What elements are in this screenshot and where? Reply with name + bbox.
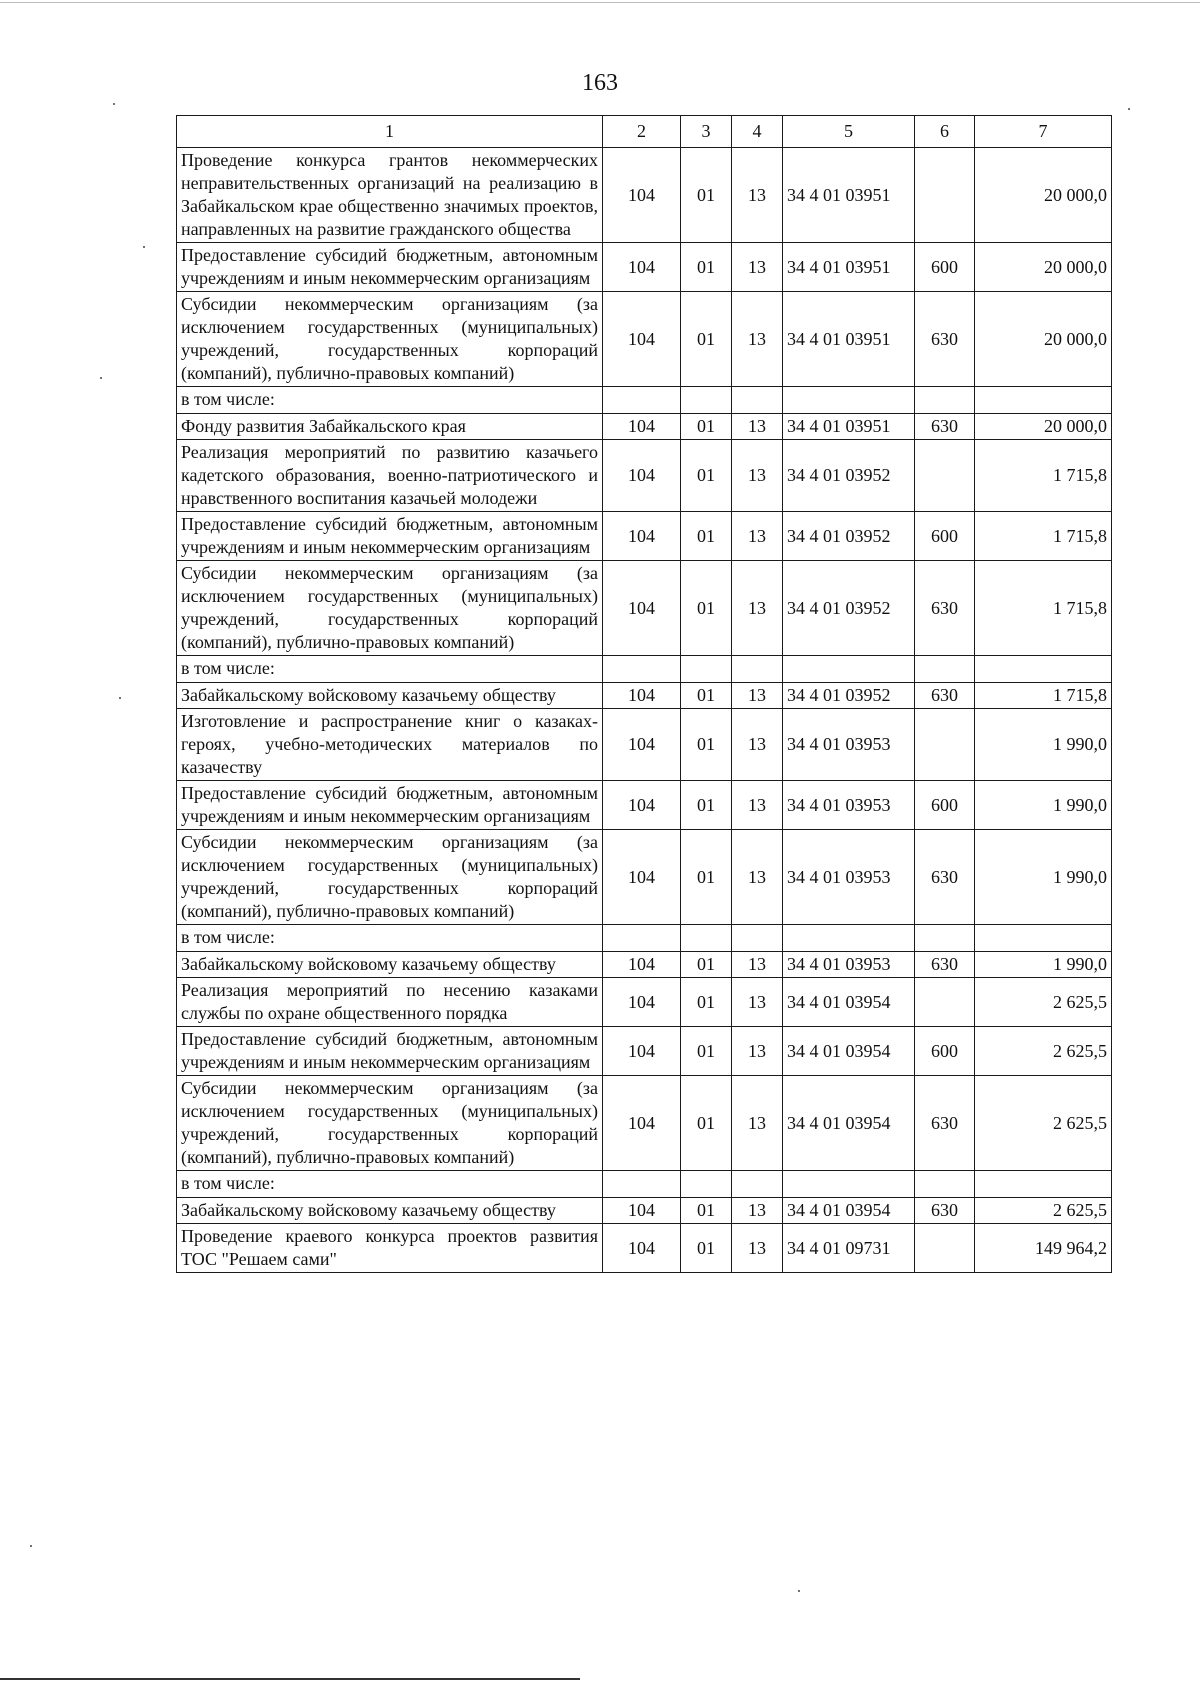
row-col-7: 2 625,5: [975, 1027, 1112, 1076]
row-col-7: [975, 656, 1112, 683]
row-col-6: 630: [915, 1198, 975, 1224]
row-col-4: 13: [732, 781, 783, 830]
table-row: [177, 830, 1112, 925]
row-col-4: 13: [732, 414, 783, 440]
row-name: Фонду развития Забайкальского края: [177, 414, 603, 440]
row-name: Забайкальскому войсковому казачьему обществу: [177, 952, 603, 978]
row-col-5: 34 4 01 09731: [783, 1224, 915, 1273]
row-col-3: 01: [681, 683, 732, 709]
row-name: Субсидии некоммерческим организациям (за исключением государственных (муниципальных) учреждений, государственных корпораций (компаний), публично-правовых компаний): [177, 292, 603, 387]
row-col-6: [915, 978, 975, 1027]
row-col-3: 01: [681, 148, 732, 243]
row-col-7: 20 000,0: [975, 414, 1112, 440]
table-row: [177, 683, 1112, 709]
row-col-6: 630: [915, 561, 975, 656]
row-col-5: 34 4 01 03951: [783, 243, 915, 292]
row-col-7: [975, 387, 1112, 414]
row-col-3: 01: [681, 709, 732, 781]
row-col-3: 01: [681, 440, 732, 512]
table-row: [177, 512, 1112, 561]
row-col-6: [915, 1171, 975, 1198]
row-col-7: 1 990,0: [975, 781, 1112, 830]
row-col-2: 104: [603, 243, 681, 292]
header-col-6: 6: [915, 116, 975, 148]
row-col-4: [732, 925, 783, 952]
row-col-6: 600: [915, 512, 975, 561]
row-col-6: 630: [915, 292, 975, 387]
row-col-7: 2 625,5: [975, 1076, 1112, 1171]
row-col-5: 34 4 01 03952: [783, 561, 915, 656]
row-col-5: 34 4 01 03954: [783, 978, 915, 1027]
table-row: [177, 952, 1112, 978]
row-col-7: 1 715,8: [975, 683, 1112, 709]
row-col-6: [915, 1224, 975, 1273]
row-col-3: 01: [681, 952, 732, 978]
row-col-2: [603, 656, 681, 683]
row-col-3: 01: [681, 243, 732, 292]
row-col-6: 630: [915, 414, 975, 440]
row-col-7: 1 990,0: [975, 952, 1112, 978]
row-col-2: 104: [603, 512, 681, 561]
row-col-5: 34 4 01 03952: [783, 512, 915, 561]
row-col-4: 13: [732, 148, 783, 243]
row-col-6: [915, 656, 975, 683]
row-name: в том числе:: [177, 1171, 603, 1198]
scan-border-bottom: [0, 1678, 580, 1680]
row-col-5: 34 4 01 03954: [783, 1198, 915, 1224]
row-col-4: 13: [732, 1224, 783, 1273]
row-col-6: 600: [915, 781, 975, 830]
row-name: Предоставление субсидий бюджетным, автономным учреждениям и иным некоммерческим организациям: [177, 243, 603, 292]
row-col-2: 104: [603, 830, 681, 925]
row-col-5: 34 4 01 03953: [783, 830, 915, 925]
row-col-4: 13: [732, 952, 783, 978]
row-col-6: 630: [915, 1076, 975, 1171]
row-name: Реализация мероприятий по развитию казачьего кадетского образования, военно-патриотического и нравственного воспитания казачьей молодежи: [177, 440, 603, 512]
row-col-3: 01: [681, 781, 732, 830]
row-col-2: 104: [603, 1224, 681, 1273]
row-col-4: 13: [732, 1198, 783, 1224]
row-col-7: 2 625,5: [975, 1198, 1112, 1224]
row-col-2: [603, 1171, 681, 1198]
row-col-4: 13: [732, 709, 783, 781]
row-col-2: 104: [603, 1198, 681, 1224]
row-col-6: 600: [915, 1027, 975, 1076]
scan-speck: [100, 377, 102, 379]
row-col-3: [681, 1171, 732, 1198]
table-row: [177, 1027, 1112, 1076]
header-col-7: 7: [975, 116, 1112, 148]
row-col-5: 34 4 01 03951: [783, 292, 915, 387]
scan-speck: [119, 697, 121, 699]
row-col-2: 104: [603, 781, 681, 830]
row-col-5: [783, 656, 915, 683]
row-col-5: 34 4 01 03954: [783, 1027, 915, 1076]
row-col-3: 01: [681, 1076, 732, 1171]
row-col-4: 13: [732, 978, 783, 1027]
table-row: [177, 925, 1112, 952]
row-col-5: 34 4 01 03951: [783, 148, 915, 243]
row-name: Субсидии некоммерческим организациям (за исключением государственных (муниципальных) учреждений, государственных корпораций (компаний), публично-правовых компаний): [177, 561, 603, 656]
row-col-2: 104: [603, 952, 681, 978]
row-name: Предоставление субсидий бюджетным, автономным учреждениям и иным некоммерческим организациям: [177, 781, 603, 830]
row-col-4: 13: [732, 243, 783, 292]
row-col-6: [915, 440, 975, 512]
row-col-5: 34 4 01 03951: [783, 414, 915, 440]
row-name: Предоставление субсидий бюджетным, автономным учреждениям и иным некоммерческим организациям: [177, 1027, 603, 1076]
table-row: [177, 292, 1112, 387]
table-row: [177, 148, 1112, 243]
row-col-5: [783, 1171, 915, 1198]
table-row: [177, 781, 1112, 830]
row-col-5: 34 4 01 03953: [783, 781, 915, 830]
row-col-7: 20 000,0: [975, 148, 1112, 243]
table-row: [177, 414, 1112, 440]
header-col-3: 3: [681, 116, 732, 148]
budget-table: [176, 115, 1112, 1273]
row-col-2: 104: [603, 709, 681, 781]
row-col-3: [681, 656, 732, 683]
scan-speck: [30, 1545, 32, 1547]
row-col-3: 01: [681, 512, 732, 561]
table-row: [177, 1224, 1112, 1273]
scan-border-top: [0, 2, 1200, 3]
row-name: Проведение конкурса грантов некоммерческих неправительственных организаций на реализацию в Забайкальском крае общественно значимых проектов, направленных на развитие гражданского общества: [177, 148, 603, 243]
row-name: Забайкальскому войсковому казачьему обществу: [177, 683, 603, 709]
row-col-2: 104: [603, 440, 681, 512]
row-col-4: 13: [732, 440, 783, 512]
row-col-3: 01: [681, 830, 732, 925]
row-col-7: 1 715,8: [975, 440, 1112, 512]
row-name: Проведение краевого конкурса проектов развития ТОС "Решаем сами": [177, 1224, 603, 1273]
row-col-5: 34 4 01 03953: [783, 709, 915, 781]
header-col-2: 2: [603, 116, 681, 148]
header-row: [177, 116, 1112, 148]
header-col-5: 5: [783, 116, 915, 148]
row-col-7: 20 000,0: [975, 243, 1112, 292]
row-col-2: 104: [603, 978, 681, 1027]
row-col-4: [732, 1171, 783, 1198]
row-col-5: 34 4 01 03953: [783, 952, 915, 978]
row-col-2: 104: [603, 414, 681, 440]
row-col-5: [783, 387, 915, 414]
row-name: Забайкальскому войсковому казачьему обществу: [177, 1198, 603, 1224]
row-name: в том числе:: [177, 925, 603, 952]
table-row: [177, 978, 1112, 1027]
row-col-4: 13: [732, 512, 783, 561]
row-col-3: 01: [681, 414, 732, 440]
row-name: Реализация мероприятий по несению казаками службы по охране общественного порядка: [177, 978, 603, 1027]
row-col-6: [915, 387, 975, 414]
row-name: Субсидии некоммерческим организациям (за исключением государственных (муниципальных) учреждений, государственных корпораций (компаний), публично-правовых компаний): [177, 1076, 603, 1171]
row-col-4: 13: [732, 292, 783, 387]
page-number: 163: [582, 70, 618, 96]
row-col-7: 149 964,2: [975, 1224, 1112, 1273]
row-name: в том числе:: [177, 387, 603, 414]
row-col-5: 34 4 01 03952: [783, 440, 915, 512]
table-row: [177, 1198, 1112, 1224]
row-col-2: 104: [603, 1027, 681, 1076]
row-col-6: 600: [915, 243, 975, 292]
table-row: [177, 709, 1112, 781]
header-col-4: 4: [732, 116, 783, 148]
row-col-7: 1 715,8: [975, 512, 1112, 561]
row-col-4: 13: [732, 683, 783, 709]
table-row: [177, 243, 1112, 292]
header-col-1: 1: [177, 116, 603, 148]
table-row: [177, 387, 1112, 414]
table-row: [177, 561, 1112, 656]
row-col-2: 104: [603, 148, 681, 243]
row-col-6: [915, 148, 975, 243]
row-col-6: 630: [915, 683, 975, 709]
row-col-5: 34 4 01 03954: [783, 1076, 915, 1171]
row-col-6: 630: [915, 830, 975, 925]
row-col-7: 1 715,8: [975, 561, 1112, 656]
row-col-3: 01: [681, 292, 732, 387]
row-col-2: 104: [603, 561, 681, 656]
row-col-2: [603, 387, 681, 414]
row-col-5: [783, 925, 915, 952]
row-col-4: [732, 656, 783, 683]
row-col-4: 13: [732, 1027, 783, 1076]
row-name: Субсидии некоммерческим организациям (за исключением государственных (муниципальных) учреждений, государственных корпораций (компаний), публично-правовых компаний): [177, 830, 603, 925]
table-row: [177, 440, 1112, 512]
row-col-7: 20 000,0: [975, 292, 1112, 387]
table-row: [177, 656, 1112, 683]
row-col-5: 34 4 01 03952: [783, 683, 915, 709]
row-col-3: 01: [681, 1027, 732, 1076]
scan-speck: [113, 103, 115, 105]
row-col-7: [975, 1171, 1112, 1198]
row-col-3: 01: [681, 1224, 732, 1273]
row-col-3: [681, 925, 732, 952]
row-col-7: 1 990,0: [975, 830, 1112, 925]
row-name: в том числе:: [177, 656, 603, 683]
row-name: Изготовление и распространение книг о казаках-героях, учебно-методических материалов по казачеству: [177, 709, 603, 781]
row-col-2: 104: [603, 683, 681, 709]
row-col-3: 01: [681, 978, 732, 1027]
table-row: [177, 1171, 1112, 1198]
row-col-3: [681, 387, 732, 414]
scan-speck: [1128, 108, 1130, 110]
row-col-6: [915, 925, 975, 952]
row-col-7: [975, 925, 1112, 952]
row-col-7: 2 625,5: [975, 978, 1112, 1027]
row-col-2: [603, 925, 681, 952]
row-col-6: 630: [915, 952, 975, 978]
row-col-2: 104: [603, 292, 681, 387]
row-col-3: 01: [681, 561, 732, 656]
row-col-2: 104: [603, 1076, 681, 1171]
scan-speck: [143, 246, 145, 248]
row-name: Предоставление субсидий бюджетным, автономным учреждениям и иным некоммерческим организациям: [177, 512, 603, 561]
row-col-4: 13: [732, 830, 783, 925]
row-col-4: 13: [732, 1076, 783, 1171]
row-col-4: 13: [732, 561, 783, 656]
row-col-4: [732, 387, 783, 414]
row-col-6: [915, 709, 975, 781]
table-row: [177, 1076, 1112, 1171]
scan-speck: [798, 1590, 800, 1592]
row-col-7: 1 990,0: [975, 709, 1112, 781]
row-col-3: 01: [681, 1198, 732, 1224]
